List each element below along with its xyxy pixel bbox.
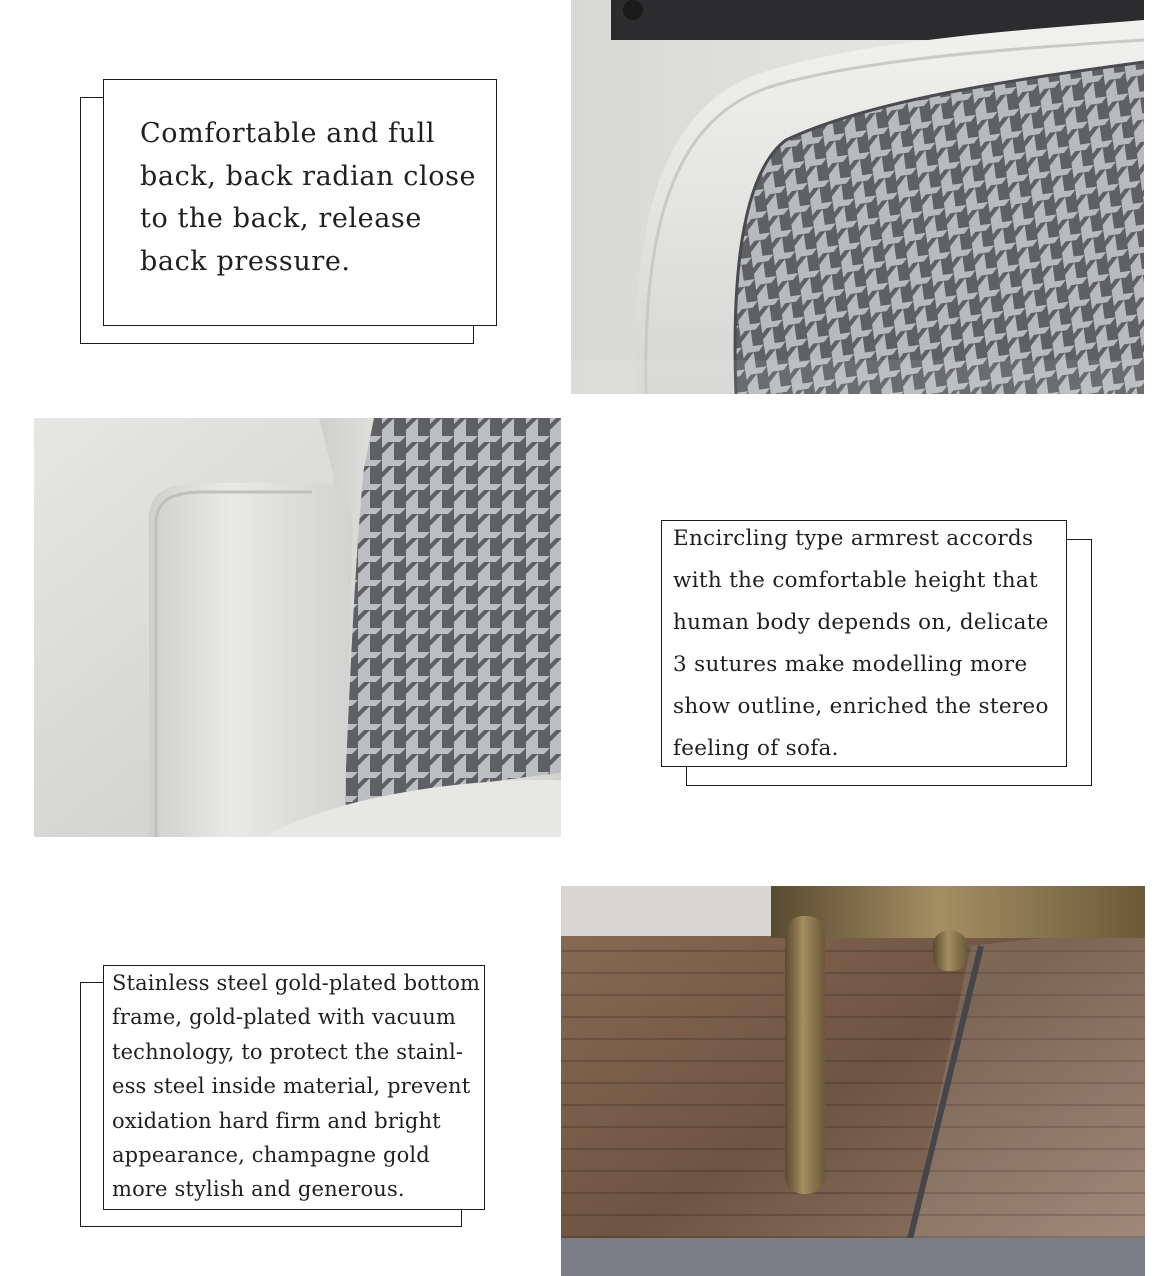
armrest-side-view-image [34, 418, 561, 837]
gold-frame-caption: Stainless steel gold-plated bottom frame, gold-plated with vacuum technology, to protect the stainl- ess steel inside material, prevent oxidation hard firm and bright appearance, champagne gold more stylish and generous. [112, 971, 481, 1202]
armrest-caption: Encircling type armrest accords with the comfortable height that human body depends on, delicate 3 sutures make modelling more show outline, enriched the stereo feeling of sofa. [673, 526, 1049, 761]
chair-back-closeup-image [571, 0, 1144, 394]
gold-leg-closeup-image [561, 886, 1145, 1276]
back-comfort-caption: Comfortable and full back, back radian close to the back, release back pressure. [140, 118, 477, 277]
